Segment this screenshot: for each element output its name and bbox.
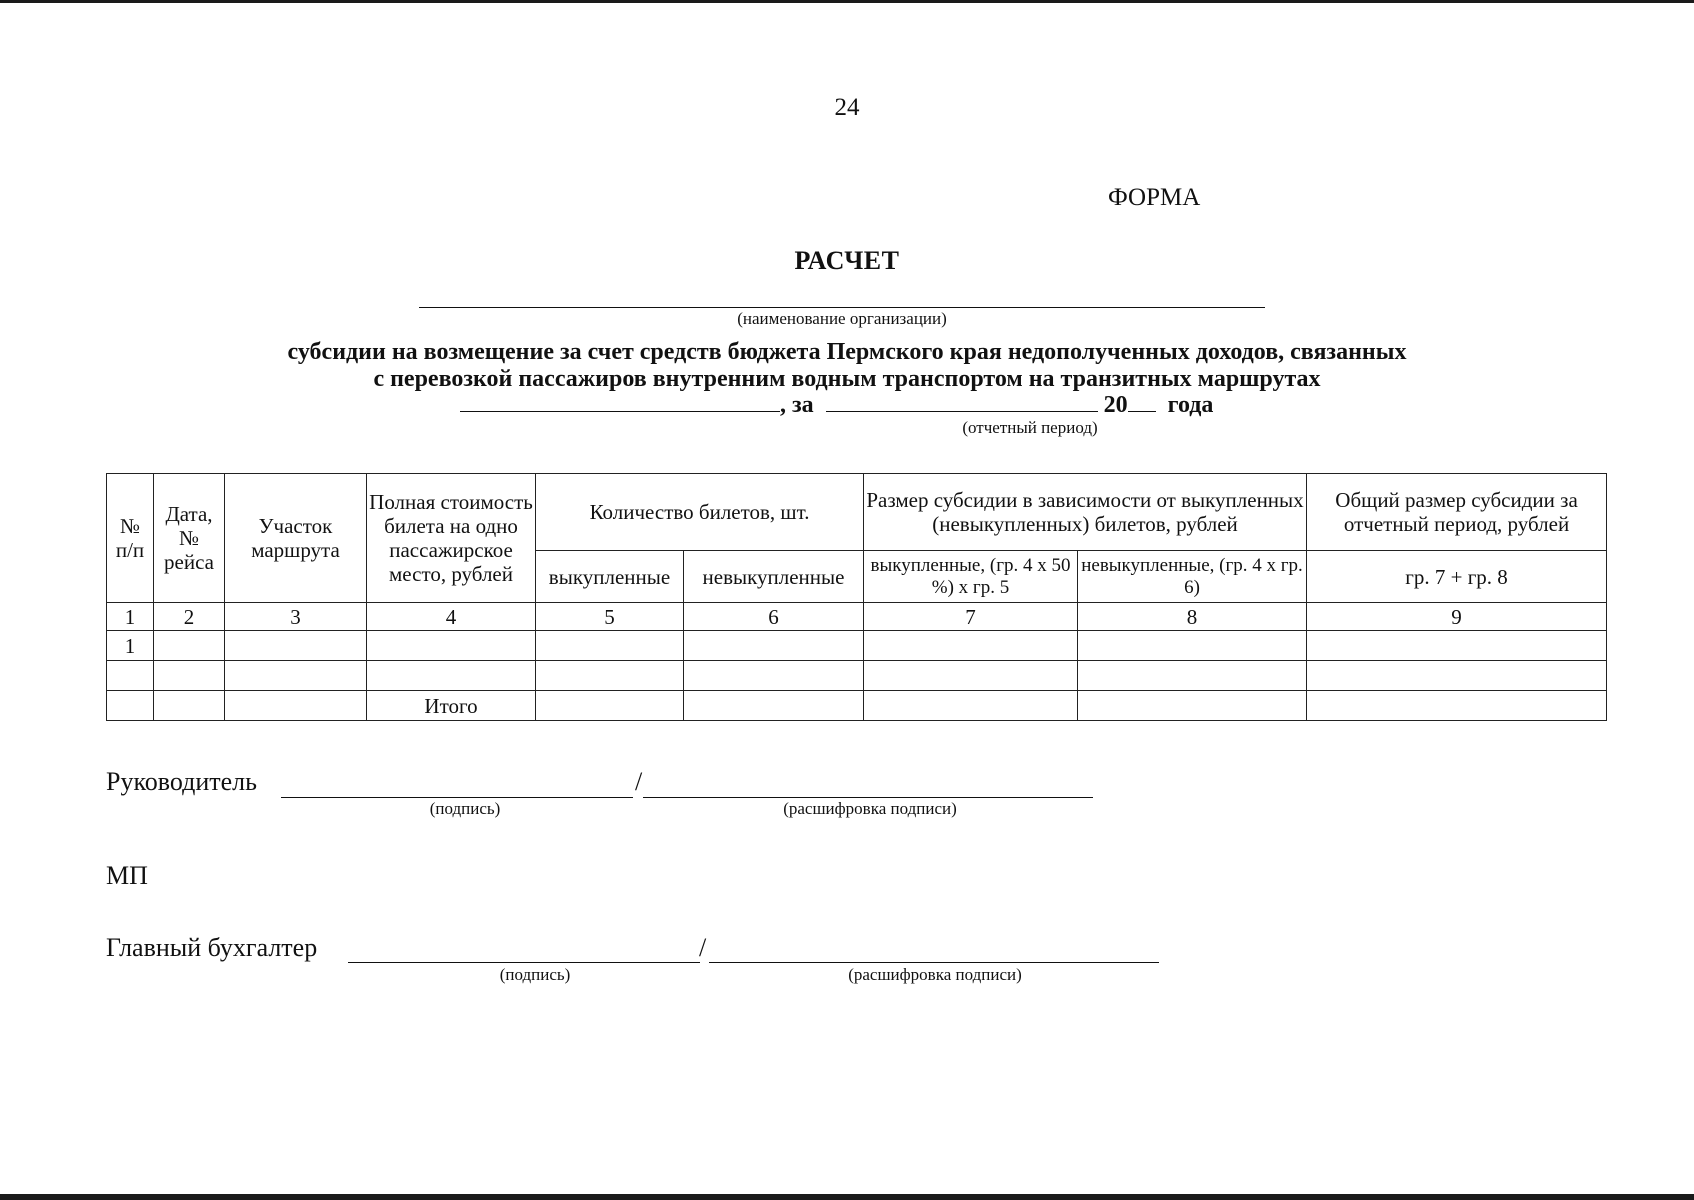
period-caption: (отчетный период) (962, 418, 1098, 437)
header-full-cost: Полная стоимость билета на одно пассажирское место, рублей (367, 474, 536, 603)
accountant-label: Главный бухгалтер (106, 933, 318, 962)
organization-caption: (наименование организации) (737, 309, 947, 328)
top-border (0, 0, 1694, 3)
header-unsold-formula: невыкупленные, (гр. 4 х гр. 6) (1078, 551, 1307, 603)
table-cell[interactable] (1307, 661, 1607, 691)
table-cell[interactable] (1307, 691, 1607, 721)
year-suffix: года (1167, 392, 1214, 418)
header-num: № п/п (107, 474, 154, 603)
table-cell[interactable] (225, 691, 367, 721)
page-number: 24 (834, 94, 860, 121)
column-number: 7 (864, 603, 1078, 631)
table-cell[interactable] (1078, 691, 1307, 721)
table-cell[interactable] (1078, 661, 1307, 691)
table-cell[interactable] (1307, 631, 1607, 661)
header-date: Дата, № рейса (154, 474, 225, 603)
head-signature-field[interactable] (281, 797, 633, 798)
header-route-section: Участок маршрута (225, 474, 367, 603)
table-cell[interactable] (225, 661, 367, 691)
head-slash: / (635, 767, 643, 796)
column-number: 6 (684, 603, 864, 631)
row-number: 1 (107, 631, 154, 661)
table-cell[interactable] (684, 691, 864, 721)
accountant-signature-caption: (подпись) (499, 965, 571, 984)
accountant-slash: / (699, 933, 707, 962)
header-row-1 (107, 474, 1607, 551)
header-subsidy-size: Размер субсидии в зависимости от выкупленных (невыкупленных) билетов, рублей (864, 474, 1307, 551)
column-number: 9 (1307, 603, 1607, 631)
head-signature-caption: (подпись) (429, 799, 501, 818)
header-total-subsidy: Общий размер субсидии за отчетный период, рублей (1307, 474, 1607, 551)
head-label: Руководитель (106, 767, 257, 796)
table-cell[interactable] (154, 661, 225, 691)
total-label: Итого (367, 691, 536, 721)
subtitle-line-2: с перевозкой пассажиров внутренним водным транспортом на транзитных маршрутах (373, 366, 1321, 392)
period-blank-field[interactable] (826, 389, 1098, 412)
table-cell[interactable] (536, 631, 684, 661)
column-number: 4 (367, 603, 536, 631)
table-cell[interactable] (367, 631, 536, 661)
document-title: РАСЧЕТ (794, 246, 900, 275)
table-cell[interactable] (536, 691, 684, 721)
year-blank-field[interactable] (1128, 389, 1156, 412)
head-decryption-caption: (расшифровка подписи) (783, 799, 957, 818)
table-cell[interactable] (864, 691, 1078, 721)
column-number: 1 (107, 603, 154, 631)
header-sold: выкупленные (536, 551, 684, 603)
period-za-text: , за (780, 392, 814, 418)
stamp-label: МП (106, 861, 148, 890)
bottom-border (0, 1194, 1694, 1200)
column-number: 2 (154, 603, 225, 631)
table-cell[interactable] (107, 661, 154, 691)
head-decryption-field[interactable] (643, 797, 1093, 798)
table-cell[interactable] (864, 661, 1078, 691)
accountant-signature-field[interactable] (348, 962, 700, 963)
column-number-row (107, 603, 1607, 631)
year-prefix: 20 (1103, 392, 1128, 418)
table-row (107, 661, 1607, 691)
column-number: 8 (1078, 603, 1307, 631)
column-number: 5 (536, 603, 684, 631)
table-cell[interactable] (864, 631, 1078, 661)
route-blank-field[interactable] (460, 389, 780, 412)
table-cell[interactable] (684, 631, 864, 661)
period-row (460, 389, 1213, 419)
subsidy-table (106, 473, 1607, 721)
header-sold-formula: выкупленные, (гр. 4 х 50 %) х гр. 5 (864, 551, 1078, 603)
table-cell[interactable] (225, 631, 367, 661)
table-cell[interactable] (536, 661, 684, 691)
table-cell[interactable] (684, 661, 864, 691)
table-cell[interactable] (1078, 631, 1307, 661)
table-cell[interactable] (154, 631, 225, 661)
table-cell[interactable] (367, 661, 536, 691)
header-tickets-count: Количество билетов, шт. (536, 474, 864, 551)
organization-name-field[interactable] (419, 307, 1265, 308)
column-number: 3 (225, 603, 367, 631)
form-label: ФОРМА (1108, 184, 1201, 211)
table-cell[interactable] (154, 691, 225, 721)
total-row (107, 691, 1607, 721)
header-unsold: невыкупленные (684, 551, 864, 603)
accountant-decryption-field[interactable] (709, 962, 1159, 963)
document-subtitle (120, 339, 1574, 393)
table-row (107, 631, 1607, 661)
accountant-decryption-caption: (расшифровка подписи) (848, 965, 1022, 984)
subtitle-line-1: субсидии на возмещение за счет средств бюджета Пермского края недополученных доходов, связанных (287, 339, 1407, 365)
table-cell[interactable] (107, 691, 154, 721)
header-total-formula: гр. 7 + гр. 8 (1307, 551, 1607, 603)
